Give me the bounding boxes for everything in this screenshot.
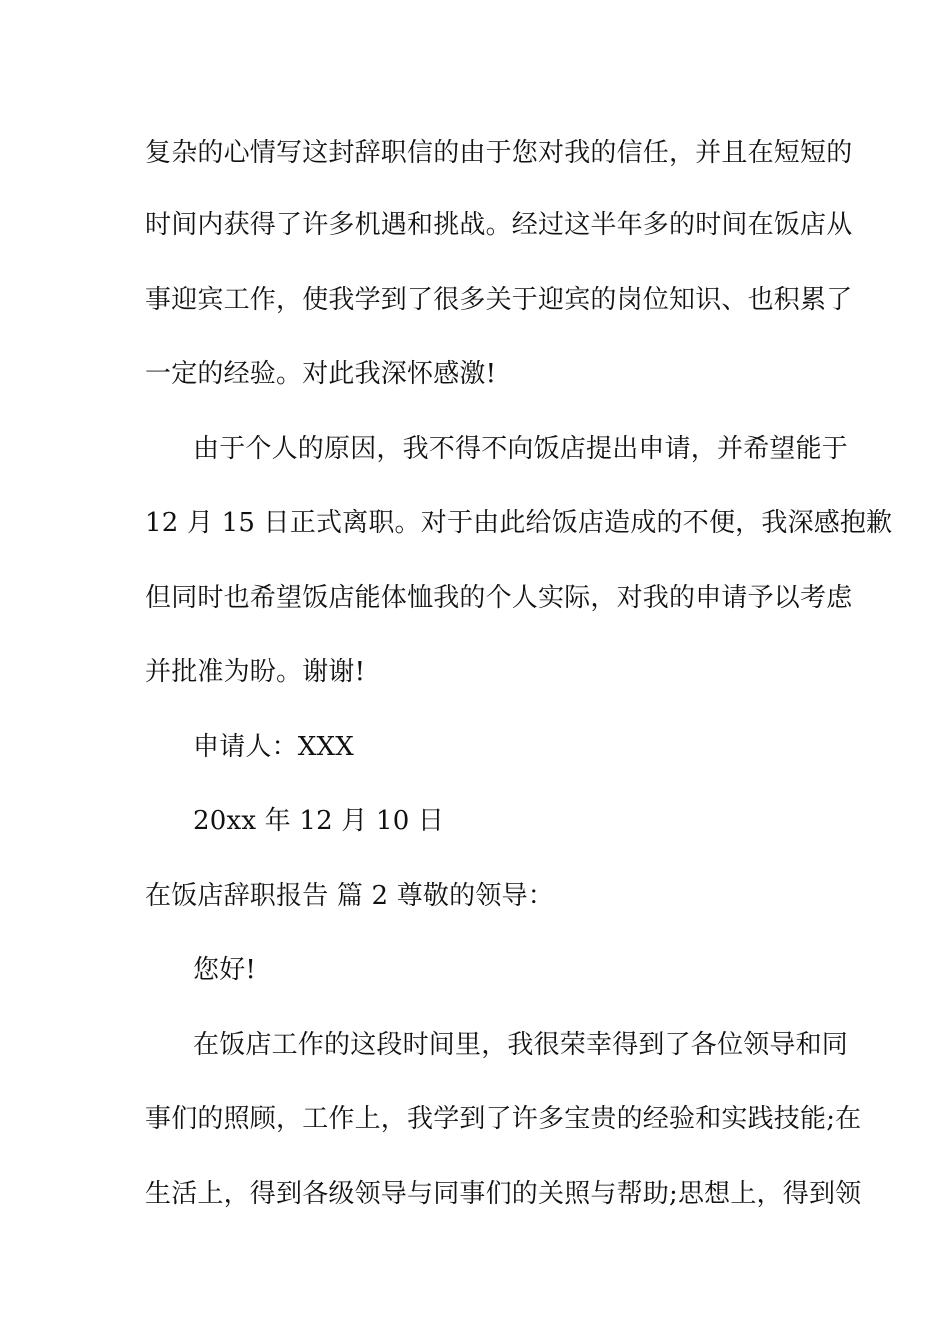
text-line: 事迎宾工作，使我学到了很多关于迎宾的岗位知识、也积累了 xyxy=(145,285,853,315)
text-line: 时间内获得了许多机遇和挑战。经过这半年多的时间在饭店从 xyxy=(145,210,853,240)
date-line: 20xx 年 12 月 10 日 xyxy=(193,806,445,836)
text-line: 由于个人的原因，我不得不向饭店提出申请，并希望能于 xyxy=(193,434,849,464)
text-line: 并批准为盼。谢谢! xyxy=(145,657,366,687)
text-line: 在饭店工作的这段时间里，我很荣幸得到了各位领导和同 xyxy=(193,1030,849,1060)
text-line: 一定的经验。对此我深怀感激! xyxy=(145,359,497,389)
text-line: 12 月 15 日正式离职。对于由此给饭店造成的不便，我深感抱歉 xyxy=(145,508,893,538)
text-line: 但同时也希望饭店能体恤我的个人实际，对我的申请予以考虑 xyxy=(145,583,853,613)
greeting-line: 您好! xyxy=(193,955,257,985)
text-line: 复杂的心情写这封辞职信的由于您对我的信任，并且在短短的 xyxy=(145,138,853,168)
text-line: 事们的照顾，工作上，我学到了许多宝贵的经验和实践技能;在 xyxy=(145,1104,862,1134)
signature-line: 申请人：XXX xyxy=(193,732,354,762)
text-line: 生活上，得到各级领导与同事们的关照与帮助;思想上，得到领 xyxy=(145,1179,862,1209)
section-heading: 在饭店辞职报告 篇 2 尊敬的领导： xyxy=(145,881,554,911)
